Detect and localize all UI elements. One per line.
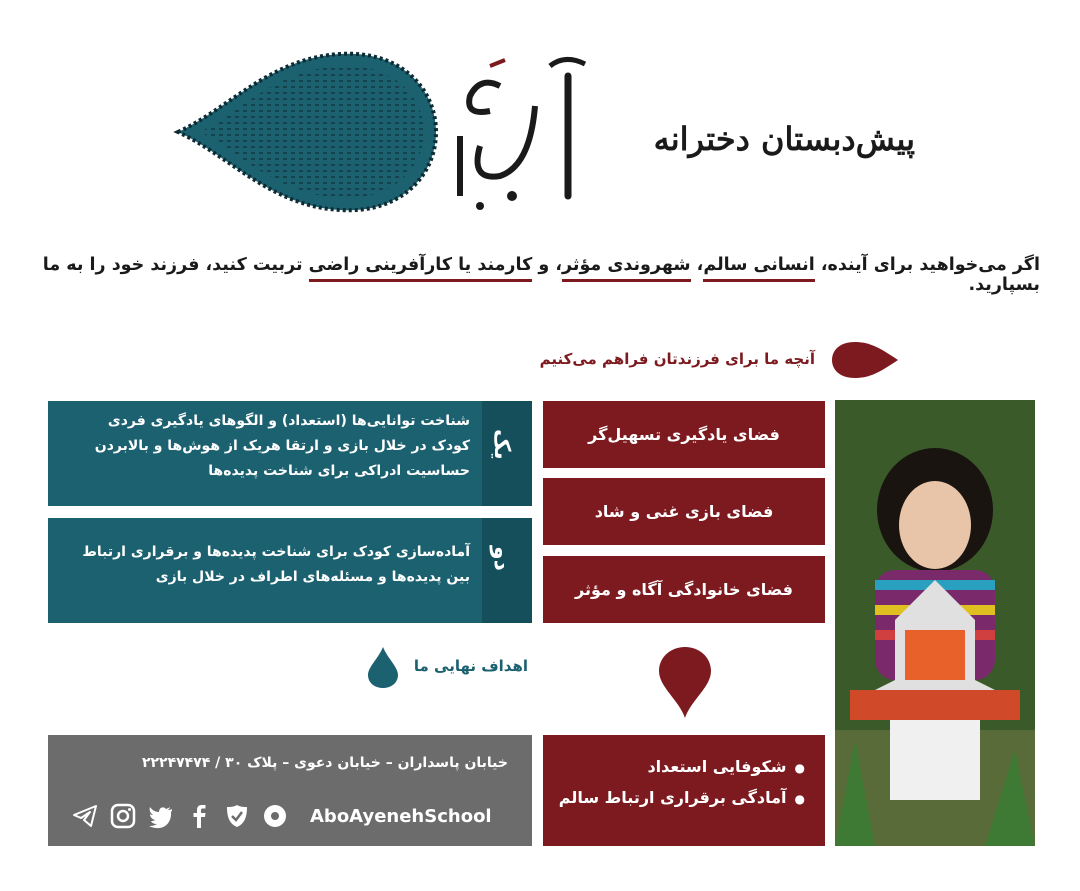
twitter-icon[interactable] [148,803,174,829]
tagline-highlight: کارمند یا کارآفرینی راضی [309,255,533,282]
verified-icon[interactable] [224,803,250,829]
goal-item [48,401,532,506]
tagline-highlight: شهروندی مؤثر [562,255,691,282]
social-handle[interactable]: AboAyenehSchool [310,805,492,827]
goal-item [48,518,532,623]
tagline [40,255,1040,295]
offer-heading [540,340,900,380]
logo-drop-graphic [170,48,440,216]
offer-item: فضای خانوادگی آگاه و مؤثر [543,556,825,623]
red-drop-icon [830,340,900,380]
offer-item: فضای بازی غنی و شاد [543,478,825,545]
address-text: خیابان پاسداران – خیابان دعوی – پلاک ۳۰ / ۲۲۲۴۷۴۷۴ [141,755,508,771]
goals-heading-text: اهداف نهایی ما [413,657,528,675]
red-down-drop-icon [655,645,715,720]
offer-heading-text: آنچه ما برای فرزندتان فراهم می‌کنیم [539,350,815,368]
outcomes-box [543,735,825,846]
logo-calligraphy [440,46,590,216]
tagline-text: ، [690,255,704,275]
outcome-item: ● شکوفایی استعداد [543,757,805,776]
goal-marker-text: یک [489,429,514,460]
school-type-title: پیش‌دبستان دخترانه [653,120,915,158]
tagline-highlight: انسانی سالم [703,255,814,282]
tagline-text: ، و [532,255,562,275]
offer-item: فضای یادگیری تسهیل‌گر [543,401,825,468]
goals-heading [360,645,540,690]
tagline-text: تربیت کنید، فرزند خود را به ما بسپارید. [42,255,1040,295]
telegram-icon[interactable] [72,803,98,829]
goal-text: شناخت توانایی‌ها (استعداد) و الگوهای یادگیری فردی کودک در خلال بازی و ارتقا هریک از هوش‌ها و بالابردن حساسیت ادراکی برای شناخت پدیده‌ها [94,413,470,479]
child-photo [835,400,1035,846]
facebook-icon[interactable] [186,803,212,829]
location-icon[interactable] [262,803,288,829]
goal-marker [482,401,532,506]
social-bar [72,799,512,833]
teal-drop-icon [366,645,400,690]
contact-box [48,735,532,846]
outcome-item: ● آمادگی برقراری ارتباط سالم [543,788,805,807]
goal-marker-text: دو [489,546,514,571]
goal-text: آماده‌سازی کودک برای شناخت پدیده‌ها و برقراری ارتباط بین پدیده‌ها و مسئله‌های اطراف در خلال بازی [82,544,470,585]
tagline-text: اگر می‌خواهید برای آینده، [814,255,1040,275]
goal-marker [482,518,532,623]
instagram-icon[interactable] [110,803,136,829]
